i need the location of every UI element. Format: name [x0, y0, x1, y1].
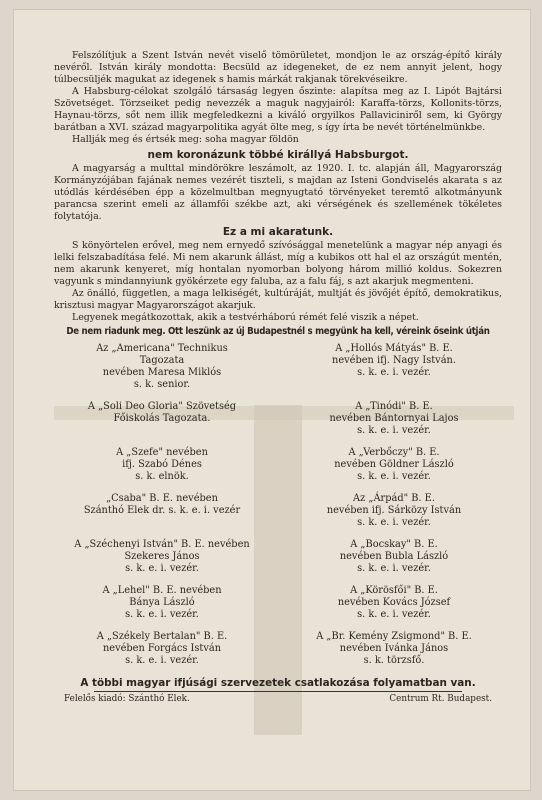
divider-rule [94, 691, 462, 692]
signatory-line: Főiskolás Tagozata. [113, 413, 211, 424]
closing-line: A többi magyar ifjúsági szervezetek csatlakozása folyamatban van. [80, 677, 476, 689]
signatory-block [54, 447, 270, 483]
signatory-line: s. k. e. i. vezér. [125, 655, 199, 666]
signatory-line: A „Verbőczy" B. E. [348, 447, 440, 458]
printer-line: Centrum Rt. Budapest. [389, 694, 492, 704]
signatory-block [286, 539, 502, 575]
signatory-line: s. k. e. i. vezér. [357, 367, 431, 378]
signatory-block [54, 585, 270, 621]
signatory-line: A „Tinódi" B. E. [355, 401, 433, 412]
signatory-block [286, 585, 502, 621]
signatory-line: s. k. senior. [133, 379, 191, 390]
signatory-line: nevében Maresa Miklós [102, 367, 222, 378]
signatory-block [286, 447, 502, 483]
signatory-line: Az „Árpád" B. E. [353, 493, 435, 504]
signatory-line: nevében Bántornyai Lajos [329, 413, 459, 424]
signatory-line: nevében Kovács József [337, 597, 451, 608]
signatory-block [286, 343, 502, 391]
footer [54, 694, 502, 704]
signatory-line: A „Bocskay" B. E. [350, 539, 438, 550]
paragraph-1: Felszólítjuk a Szent István nevét viselő tömörületet, mondjon le az ország-építő király nevéről. István király mondotta: Becsüld az idegeneket, de ez nem annyit jelent, hogy túlbecsüljék magukat az idegenek s hamis márkát rakjanak törekvéseikre. [54, 50, 502, 85]
signatories-grid [54, 343, 502, 667]
signatory-block [54, 539, 270, 575]
signatory-line: s. k. elnök. [135, 471, 189, 482]
document-page [14, 10, 530, 790]
signatory-line: A „Lehel" B. E. nevében [102, 585, 222, 596]
signatory-line: Szánthó Elek dr. s. k. e. i. vezér [83, 505, 241, 516]
signatory-line: s. k. e. i. vezér. [357, 425, 431, 436]
signatory-line: s. k. e. i. vezér. [125, 563, 199, 574]
signatory-line: A „Szefe" nevében [116, 447, 208, 458]
signatory-line: A „Hollós Mátyás" B. E. [335, 343, 453, 354]
signatory-line: A „Soli Deo Gloria" Szövetség [87, 401, 237, 412]
signatory-line: Az „Americana" Technikus [96, 343, 228, 354]
signatory-line: „Csaba" B. E. nevében [106, 493, 218, 504]
paragraph-2: A Habsburg-célokat szolgáló társaság legyen őszinte: alapítsa meg az I. Lipót Bajtársi Szövetséget. Törzseiket pedig nevezzék a maguk nagyjairól: Karaffa-törzs, Kollonits-törzs, Haynau-törzs, sőt nem illik megfeledkezni a kiváló orgyilkos Pallaviciniről sem, ki György barátban a XVI. század magyarpolitika agyát ölte meg, s így írta be nevét történelmünkbe. [54, 86, 502, 133]
signatory-line: nevében Bubla László [339, 551, 449, 562]
signatory-block [286, 631, 502, 667]
paragraph-3: Hallják meg és értsék meg: soha magyar földön [72, 134, 299, 145]
signatory-line: nevében ifj. Sárközy István [326, 505, 462, 516]
signatory-line: ifj. Szabó Dénes [122, 459, 202, 470]
signatory-line: s. k. e. i. vezér. [357, 609, 431, 620]
signatory-line: A „Széchenyi István" B. E. nevében Szekeres János [74, 539, 250, 562]
signatory-line: A „Székely Bertalan" B. E. [96, 631, 228, 642]
signatory-line: s. k. e. i. vezér. [357, 517, 431, 528]
paragraph-6: Az önálló, független, a maga lelkiségét, kultúráját, multját és jövőjét építő, demokratikus, krisztusi magyar Magyarországot akarjuk. [54, 288, 502, 311]
signatory-block [54, 631, 270, 667]
signatory-line: Tagozata [139, 355, 185, 366]
signatory-line: s. k. e. i. vezér. [357, 563, 431, 574]
signatory-line: nevében Ivánka János [339, 643, 449, 654]
signatory-line: s. k. törzsfő. [363, 655, 425, 666]
signatory-line: nevében Göldner László [334, 459, 454, 470]
signatory-line: Bánya László [129, 597, 195, 608]
signatory-line: A „Körösfői" B. E. [350, 585, 438, 596]
signatory-line: nevében ifj. Nagy István. [332, 355, 456, 366]
signatory-line: s. k. e. i. vezér. [357, 471, 431, 482]
paragraph-5: S könyörtelen erővel, meg nem ernyedő szívósággal menetelünk a magyar nép anyagi és lelki felszabadítása felé. Mi nem akarunk állást, míg a kubikos ott hal el az országút mentén, nem akarunk kenyeret, míg hontalan nyomorban bolyong három millió koldus. Sokezren vagyunk s mindannyiunk gyökérzete egy faluba, az a falu fáj, s azt akarjuk megmenteni. [54, 240, 502, 287]
signatory-line: nevében Forgács István [102, 643, 222, 654]
signatory-block [54, 493, 270, 529]
heading-our-will: Ez a mi akaratunk. [222, 226, 334, 238]
signatory-block [286, 493, 502, 529]
signatory-block [54, 401, 270, 437]
paragraph-4: A magyarság a multtal mindörökre leszámolt, az 1920. I. tc. alapján áll, Magyarország Kormányzójában fajának nemes vezérét tiszteli, s majdan az Isteni Gondviselés akarata s az utódlás kérdésében épp a közelmultban megnyugtató törvényeket teremtő alkotmányunk parancsa szerint emeli az államfői székbe azt, aki vérségének és szellemének tökéletes folytatója. [54, 163, 502, 222]
publisher-line: Felelős kiadó: Szánthó Elek. [64, 694, 190, 704]
paragraph-7: Legyenek megátkozottak, akik a testvérháború rémét felé viszik a népet. [72, 312, 419, 323]
document-content [14, 10, 530, 790]
heading-habsburg: nem koronázunk többé királlyá Habsburgot. [147, 149, 409, 161]
signatory-block [286, 401, 502, 437]
signatory-block [54, 343, 270, 391]
signatory-line: A „Br. Kemény Zsigmond" B. E. [316, 631, 472, 642]
slogan-line: De nem riadunk meg. Ott leszünk az új Budapestnél s megyünk ha kell, véreink őseink útján [66, 326, 490, 337]
signatory-line: s. k. e. i. vezér. [125, 609, 199, 620]
